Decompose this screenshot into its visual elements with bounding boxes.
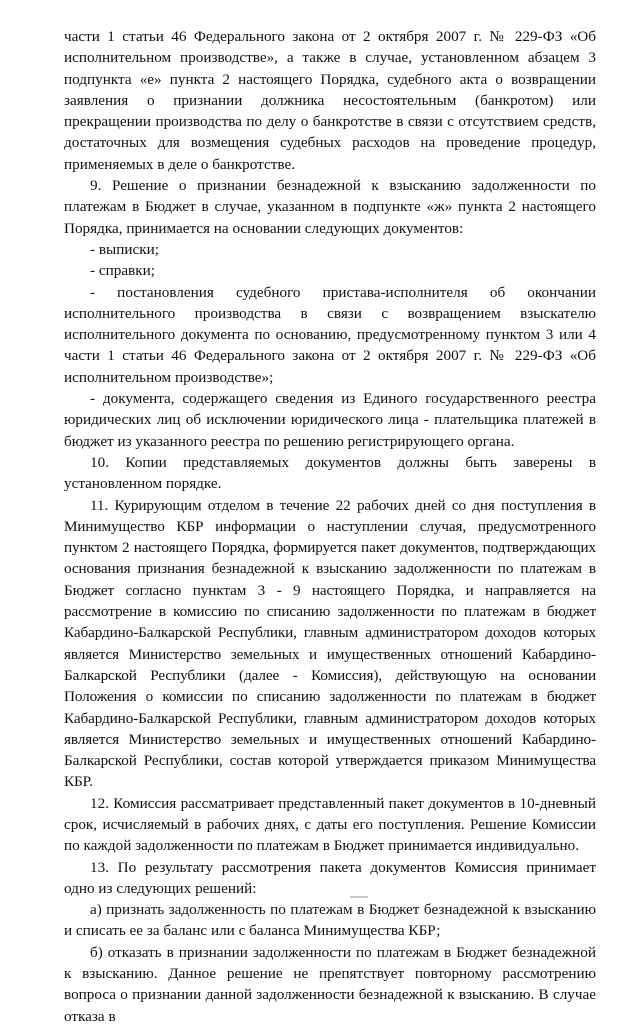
paragraph-13a: а) признать задолженность по платежам в Бюджет безнадежной к взысканию и списать ее за баланс или с баланса Минимущества КБР; <box>64 901 596 940</box>
scan-mark <box>350 896 368 898</box>
list-item-extracts: - выписки; <box>90 240 159 258</box>
paragraph-13: 13. По результату рассмотрения пакета документов Комиссия принимает одно из следующих решений: <box>64 858 596 897</box>
paragraph-13b: б) отказать в признании задолженности по платежам в Бюджет безнадежной к взысканию. Данное решение не препятствует повторному рассмотрению вопроса о признании данной задолженности безнадежной к взысканию. В случае отказа в <box>64 943 596 1025</box>
paragraph-10: 10. Копии представляемых документов должны быть заверены в установленном порядке. <box>64 453 596 493</box>
paragraph-11: 11. Курирующим отделом в течение 22 рабочих дней со дня поступления в Минимущество КБР информации о наступлении случая, предусмотренного пунктом 2 настоящего Порядка, формируется пакет документов, подтверждающих основания признания безнадежной к взысканию задолженности по платежам в Бюджет согласно пунктам 3 - 9 настоящего Порядка, и направляется на рассмотрение в комиссию по списанию задолженности по платежам в бюджет Кабардино-Балкарской Республики, главным администратором доходов которых является Министерство земельных и имущественных отношений Кабардино-Балкарской Республики (далее - Комиссия), действующую на основании Положения о комиссии по списанию задолженности по платежам в бюджет Кабардино-Балкарской Республики, главным администратором доходов которых является Министерство земельных и имущественных отношений Кабардино-Балкарской Республики, состав которой утверждается приказом Минимущества КБР. <box>64 496 596 791</box>
paragraph-12: 12. Комиссия рассматривает представленный пакет документов в 10-дневный срок, исчисляемый в рабочих днях, с даты его поступления. Решение Комиссии по каждой задолженности по платежам в Бюджет принимается индивидуально. <box>64 794 596 855</box>
list-item-bailiff-decision: - постановления судебного пристава-исполнителя об окончании исполнительного производства в связи с возвращением взыскателю исполнительного документа по основанию, предусмотренному пунктом 3 или 4 части 1 статьи 46 Федерального закона от 2 октября 2007 г. № 229-ФЗ «Об исполнительном производстве»; <box>64 283 596 386</box>
list-item-registry-document: - документа, содержащего сведения из Единого государственного реестра юридических лиц об исключении юридического лица - плательщика платежей в бюджет из указанного реестра по решению регистрирующего органа. <box>64 390 596 450</box>
paragraph-9: 9. Решение о признании безнадежной к взысканию задолженности по платежам в Бюджет в случае, указанном в подпункте «ж» пункта 2 настоящего Порядка, принимается на основании следующих документов: <box>64 177 596 237</box>
paragraph-continuation: части 1 статьи 46 Федерального закона от 2 октября 2007 г. № 229-ФЗ «Об исполнительном производстве», а также в случае, установленном абзацем 3 подпункта «е» пункта 2 настоящего Порядка, судебного акта о возвращении заявления о признании должника несостоятельным (банкротом) или прекращении производства по делу о банкротстве в связи с отсутствием средств, достаточных для возмещения судебных расходов на проведение процедур, применяемых в деле о банкротстве. <box>64 28 596 173</box>
list-item-certificates: - справки; <box>90 262 155 280</box>
